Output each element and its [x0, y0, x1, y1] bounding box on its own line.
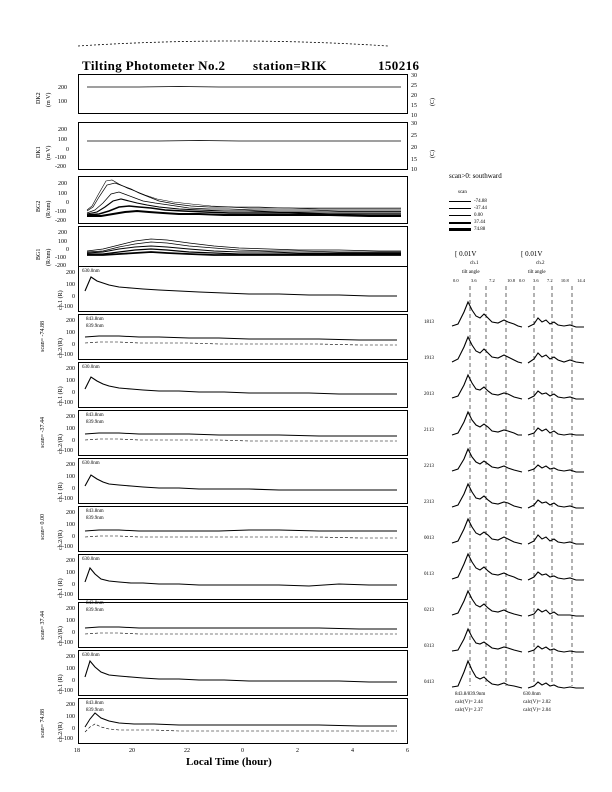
tilt-tick-ch2-3: 10.8 [560, 278, 569, 283]
panel-dk1-ytick-m100: -100 [55, 155, 66, 161]
profile-time-label: 0213 [424, 608, 434, 613]
panel-scan0-ch1-ylabel: ch.1 (R) [58, 290, 64, 310]
profile-row [448, 332, 588, 366]
panel-bg2 [78, 176, 408, 224]
panel-scan3-ch2-ytick-100: 100 [66, 618, 75, 624]
panel-scan0-ch1-series: 630.0nm [82, 269, 100, 274]
panel-scan0-ch1 [78, 266, 408, 312]
panel-scan0-ch2-ytick-0: 0 [72, 342, 75, 348]
panel-scan0-ch1-ytick-m100: -100 [62, 304, 73, 310]
panel-scan0-ch2-ytick-m100: -100 [62, 352, 73, 358]
panel-scan3-ch2-ylabel: ch.2/(R) [58, 626, 64, 646]
tilt-tick-ch2-4: 14.4 [577, 278, 585, 283]
panel-scan1-ch1 [78, 362, 408, 408]
tilt-tick-ch1-0: 0.0 [453, 278, 459, 283]
profile-time-label: 2213 [424, 464, 434, 469]
panel-dk1-rtick-20: 20 [411, 145, 417, 151]
panel-dk2-yunit: (m V) [46, 92, 52, 107]
panel-scan2-ch1-ylabel: ch.1 (R) [58, 482, 64, 502]
panel-scan3-ch1 [78, 554, 408, 600]
date-label: 150216 [378, 58, 420, 73]
page-title: Tilting Photometer No.2 [82, 58, 226, 73]
panel-scan2-ch2 [78, 506, 408, 552]
panel-dk1-ytick-200: 200 [58, 127, 67, 133]
panel-dk2-ylabel: DK2 [36, 92, 42, 104]
panel-scan1-ch2-ytick-200: 200 [66, 414, 75, 420]
panel-scan2-ch2-series-1: 839.9nm [86, 516, 104, 521]
panel-scan4-ch1 [78, 650, 408, 696]
panel-scan2-ch2-ytick-0: 0 [72, 534, 75, 540]
xtick-22: 22 [184, 748, 190, 754]
xtick-0: 0 [241, 748, 244, 754]
panel-dk1-rtick-30: 30 [411, 121, 417, 127]
panel-dk1 [78, 122, 408, 170]
panel-scan4-ch2-ytick-100: 100 [66, 714, 75, 720]
panel-scan4-ch1-ytick-0: 0 [72, 678, 75, 684]
panel-scan3-ch2 [78, 602, 408, 648]
profile-row [448, 512, 588, 546]
panel-bg2-ytick-200: 200 [58, 181, 67, 187]
panel-dk1-ylabel: DK1 [36, 146, 42, 158]
panel-scan1-ch2-series-1: 839.9nm [86, 420, 104, 425]
panel-scan3-ch2-series-1: 839.9nm [86, 608, 104, 613]
panel-scan1-ch1-ytick-100: 100 [66, 378, 75, 384]
panel-scan4-ch2-ytick-m100: -100 [62, 736, 73, 742]
panel-scan2-ch2-series-0: 843.8nm [86, 509, 104, 514]
right-footer-ch1-line-1: calc(V)= 2.44 [455, 700, 483, 705]
panel-scan3-ch2-series-0: 843.8nm [86, 601, 104, 606]
panel-scan0-ch2 [78, 314, 408, 360]
profile-row [448, 548, 588, 582]
panel-scan2-ch1 [78, 458, 408, 504]
panel-scan1-ch1-ytick-m100: -100 [62, 400, 73, 406]
profile-row [448, 440, 588, 474]
tilt-tick-ch1-2: 7.2 [489, 278, 495, 283]
tilt-tick-ch1-3: 10.8 [507, 278, 515, 283]
panel-scan4-ch1-ytick-200: 200 [66, 654, 75, 660]
panel-dk2-ytick-200: 200 [58, 85, 67, 91]
panel-dk1-rtick-25: 25 [411, 133, 417, 139]
panel-scan4-ch1-ylabel: ch.1 (R) [58, 674, 64, 694]
profile-time-label: 0313 [424, 644, 434, 649]
scan-legend-value-3: 37.44 [474, 220, 486, 225]
tilt-tick-ch2-1: 3.6 [532, 278, 539, 283]
profile-time-label: 0113 [424, 572, 434, 577]
panel-scan3-ch1-ytick-0: 0 [72, 582, 75, 588]
profile-row [448, 584, 588, 618]
panel-scan0-ch2-ytick-200: 200 [66, 318, 75, 324]
panel-scan3-ch1-ytick-m100: -100 [62, 592, 73, 598]
scan-legend-value-1: -37.44 [474, 206, 487, 211]
tilt-tick-ch2-0: 0.0 [519, 278, 525, 283]
right-scale-ch2: [ 0.01V [521, 250, 543, 258]
panel-scan3-ch1-ytick-100: 100 [66, 570, 75, 576]
right-ch1-title: ch.1 [470, 261, 479, 266]
panel-scan4-ch2-series-1: 839.9nm [86, 708, 104, 713]
panel-scan1-label: scan= -37.44 [40, 416, 46, 448]
xtick-6: 6 [406, 748, 409, 754]
panel-bg2-ytick-m100: -100 [55, 209, 66, 215]
panel-scan1-ch2-ytick-m100: -100 [62, 448, 73, 454]
panel-scan2-ch1-series: 630.0nm [82, 461, 100, 466]
panel-scan1-ch2-ytick-100: 100 [66, 426, 75, 432]
profile-time-label: 2013 [424, 392, 434, 397]
panel-bg1-ytick-m200: -200 [55, 263, 66, 269]
panel-scan2-ch2-ytick-m100: -100 [62, 544, 73, 550]
tilt-ticks-ch2 [519, 278, 585, 283]
panel-scan0-ch2-ylabel: ch.2/(R) [58, 338, 64, 358]
profile-row [448, 296, 588, 330]
tilt-ticks-ch1 [453, 278, 515, 283]
panel-scan2-ch1-ytick-m100: -100 [62, 496, 73, 502]
panel-dk1-ytick-m200: -200 [55, 164, 66, 170]
right-footer-ch2-line-0: 630.0nm [523, 692, 541, 697]
panel-dk1-right-label: (C) [430, 150, 436, 158]
profile-row [448, 368, 588, 402]
panel-scan1-ch2-ytick-0: 0 [72, 438, 75, 444]
panel-bg1-ytick-100: 100 [58, 239, 67, 245]
panel-scan1-ch1-ylabel: ch.1 (R) [58, 386, 64, 406]
panel-scan1-ch1-series: 630.0nm [82, 365, 100, 370]
panel-dk2-rtick-15: 15 [411, 103, 417, 109]
xtick-18: 18 [74, 748, 80, 754]
panel-dk1-ytick-0: 0 [66, 147, 69, 153]
panel-bg1 [78, 226, 408, 270]
right-tilt-label-ch1: tilt angle [462, 270, 480, 275]
tilt-tick-ch2-2: 7.2 [546, 278, 553, 283]
panel-dk2-rtick-10: 10 [411, 113, 417, 119]
panel-bg1-yunit: (R/nm) [46, 248, 52, 266]
panel-scan4-ch2-ylabel: ch.2/(R) [58, 722, 64, 742]
panel-scan4-ch2 [78, 698, 408, 744]
profile-row [448, 620, 588, 654]
right-footer-ch1-line-2: calc(V)= 2.37 [455, 708, 483, 713]
panel-scan2-ch2-ytick-200: 200 [66, 510, 75, 516]
right-footer-ch1-line-0: 843.8/839.9nm [455, 692, 486, 697]
panel-scan0-ch1-ytick-100: 100 [66, 282, 75, 288]
panel-dk2 [78, 74, 408, 114]
panel-bg2-ytick-100: 100 [58, 191, 67, 197]
panel-scan3-ch1-ylabel: ch.1 (R) [58, 578, 64, 598]
panel-scan4-ch2-ytick-200: 200 [66, 702, 75, 708]
panel-scan4-ch1-ytick-100: 100 [66, 666, 75, 672]
panel-bg1-ylabel: BG1 [36, 248, 42, 260]
panel-dk2-right-label: (C) [430, 98, 436, 106]
xtick-4: 4 [351, 748, 354, 754]
xtick-2: 2 [296, 748, 299, 754]
x-axis-label: Local Time (hour) [186, 756, 272, 768]
scan-legend-title: scan [458, 190, 467, 195]
panel-scan3-ch2-ytick-0: 0 [72, 630, 75, 636]
panel-scan0-label: scan= -74.88 [40, 320, 46, 352]
panel-dk2-rtick-20: 20 [411, 93, 417, 99]
panel-scan2-ch1-ytick-200: 200 [66, 462, 75, 468]
panel-scan0-ch2-series-0: 843.8nm [86, 317, 104, 322]
panel-dk1-rtick-15: 15 [411, 157, 417, 163]
panel-scan1-ch2-series-0: 843.8nm [86, 413, 104, 418]
scan-direction-note: scan>0: southward [449, 172, 502, 180]
profile-time-label: 2113 [424, 428, 434, 433]
scan-legend-value-0: -74.88 [474, 199, 487, 204]
panel-scan1-ch2-ylabel: ch.2/(R) [58, 434, 64, 454]
panel-bg2-ytick-m200: -200 [55, 218, 66, 224]
panel-bg2-ylabel: BG2 [36, 200, 42, 212]
panel-scan4-ch1-series: 630.0nm [82, 653, 100, 658]
profile-time-label: 2313 [424, 500, 434, 505]
right-tilt-label-ch2: tilt angle [528, 270, 546, 275]
panel-scan2-label: scan= 0.00 [40, 513, 46, 540]
panel-scan3-ch2-ytick-200: 200 [66, 606, 75, 612]
panel-scan3-ch2-ytick-m100: -100 [62, 640, 73, 646]
panel-scan4-label: scan= 74.88 [40, 708, 46, 738]
panel-scan3-label: scan= 37.44 [40, 610, 46, 640]
station-label: station=RIK [253, 58, 327, 73]
right-scale-ch1: [ 0.01V [455, 250, 477, 258]
panel-dk2-rtick-25: 25 [411, 83, 417, 89]
panel-scan2-ch1-ytick-100: 100 [66, 474, 75, 480]
profile-time-label: 0013 [424, 536, 434, 541]
panel-scan1-ch1-ytick-200: 200 [66, 366, 75, 372]
right-footer-ch2-line-2: calc(V)= 2.04 [523, 708, 551, 713]
xtick-20: 20 [129, 748, 135, 754]
panel-dk1-rtick-10: 10 [411, 167, 417, 173]
panel-dk1-ytick-100: 100 [58, 137, 67, 143]
panel-bg2-yunit: (R/nm) [46, 200, 52, 218]
profile-time-label: 1913 [424, 356, 434, 361]
panel-dk2-ytick-100: 100 [58, 99, 67, 105]
panel-scan2-ch2-ylabel: ch.2/(R) [58, 530, 64, 550]
panel-bg2-ytick-0: 0 [66, 200, 69, 206]
panel-dk2-rtick-30: 30 [411, 73, 417, 79]
panel-scan4-ch1-ytick-m100: -100 [62, 688, 73, 694]
panel-scan0-ch2-series-1: 839.9nm [86, 324, 104, 329]
tilt-tick-ch1-1: 3.6 [471, 278, 477, 283]
panel-scan1-ch2 [78, 410, 408, 456]
panel-scan2-ch1-ytick-0: 0 [72, 486, 75, 492]
panel-scan0-ch1-ytick-200: 200 [66, 270, 75, 276]
top-rule [78, 40, 388, 48]
profile-row [448, 656, 588, 690]
profile-row [448, 476, 588, 510]
profile-time-label: 1813 [424, 320, 434, 325]
panel-bg1-ytick-200: 200 [58, 230, 67, 236]
panel-scan3-ch1-ytick-200: 200 [66, 558, 75, 564]
panel-dk1-yunit: (m V) [46, 145, 52, 160]
panel-scan3-ch1-series: 630.0nm [82, 557, 100, 562]
panel-bg1-ytick-0: 0 [66, 247, 69, 253]
panel-scan4-ch2-series-0: 843.8nm [86, 701, 104, 706]
panel-scan1-ch1-ytick-0: 0 [72, 390, 75, 396]
scan-legend-value-4: 74.88 [474, 227, 486, 232]
profile-row [448, 404, 588, 438]
scan-legend-value-2: 0.00 [474, 213, 483, 218]
panel-scan0-ch1-ytick-0: 0 [72, 294, 75, 300]
panel-bg1-ytick-m100: -100 [55, 255, 66, 261]
scan-legend [449, 198, 509, 233]
right-footer-ch2-line-1: calc(V)= 2.02 [523, 700, 551, 705]
panel-scan4-ch2-ytick-0: 0 [72, 726, 75, 732]
profile-time-label: 0413 [424, 680, 434, 685]
panel-scan2-ch2-ytick-100: 100 [66, 522, 75, 528]
panel-scan0-ch2-ytick-100: 100 [66, 330, 75, 336]
right-ch2-title: ch.2 [536, 261, 545, 266]
